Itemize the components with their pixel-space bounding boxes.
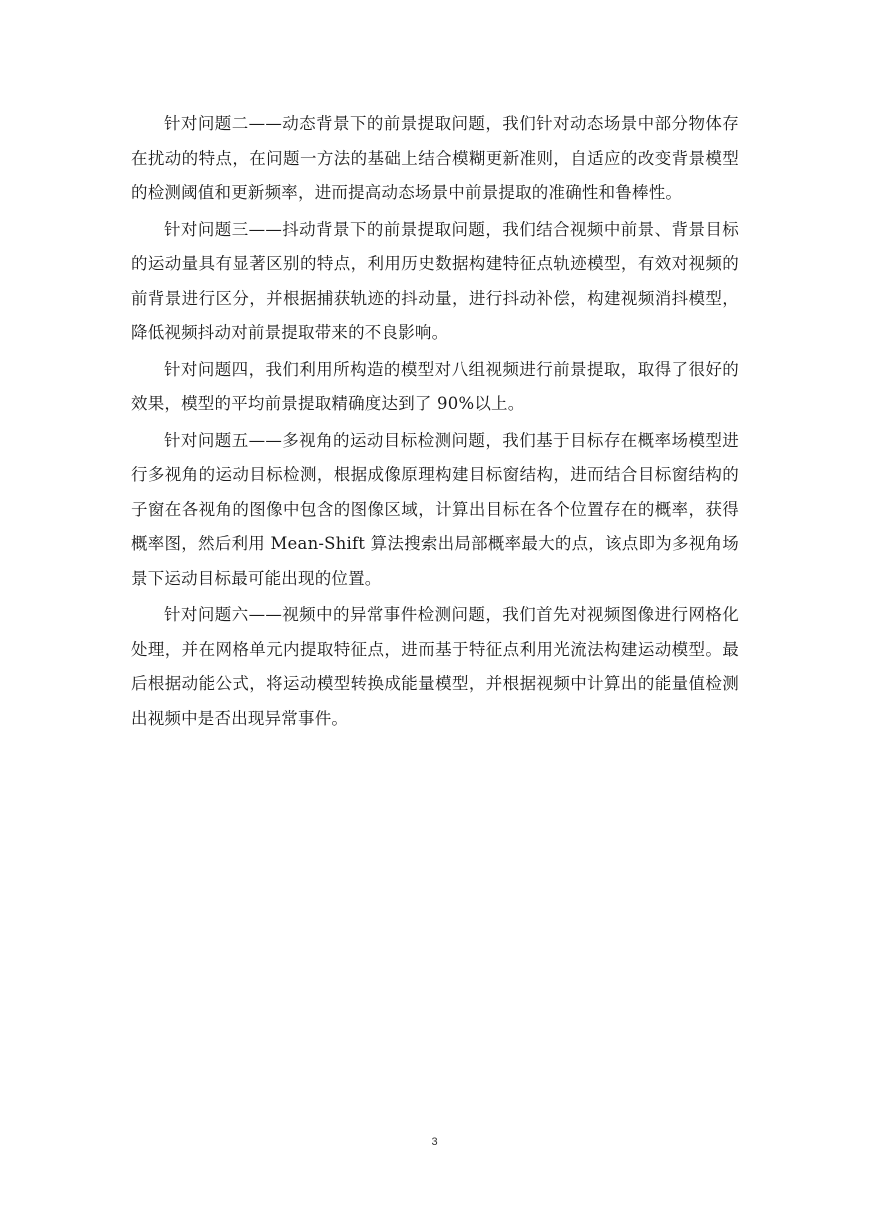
page-number: 3 [431,1136,438,1148]
paragraph-problem-5: 针对问题五——多视角的运动目标检测问题，我们基于目标存在概率场模型进行多视角的运动目标检测，根据成像原理构建目标窗结构，进而结合目标窗结构的子窗在各视角的图像中包含的图像区域，计算出目标在各个位置存在的概率，获得概率图，然后利用 Mean-Shift 算法搜索出局部概率最大的点，该点即为多视角场景下运动目标最可能出现的位置。 [131,430,739,588]
paragraph-problem-4: 针对问题四，我们利用所构造的模型对八组视频进行前景提取，取得了很好的效果，模型的平均前景提取精确度达到了 90%以上。 [131,359,739,413]
paragraph-problem-2: 针对问题二——动态背景下的前景提取问题，我们针对动态场景中部分物体存在扰动的特点，在问题一方法的基础上结合模糊更新准则，自适应的改变背景模型的检测阈值和更新频率，进而提高动态场景中前景提取的准确性和鲁棒性。 [131,114,739,202]
body-text [131,107,739,738]
paragraph-problem-6: 针对问题六——视频中的异常事件检测问题，我们首先对视频图像进行网格化处理，并在网格单元内提取特征点，进而基于特征点利用光流法构建运动模型。最后根据动能公式，将运动模型转换成能量模型，并根据视频中计算出的能量值检测出视频中是否出现异常事件。 [131,605,739,728]
paragraph-problem-3: 针对问题三——抖动背景下的前景提取问题，我们结合视频中前景、背景目标的运动量具有显著区别的特点，利用历史数据构建特征点轨迹模型，有效对视频的前背景进行区分，并根据捕获轨迹的抖动量，进行抖动补偿，构建视频消抖模型，降低视频抖动对前景提取带来的不良影响。 [131,219,739,342]
